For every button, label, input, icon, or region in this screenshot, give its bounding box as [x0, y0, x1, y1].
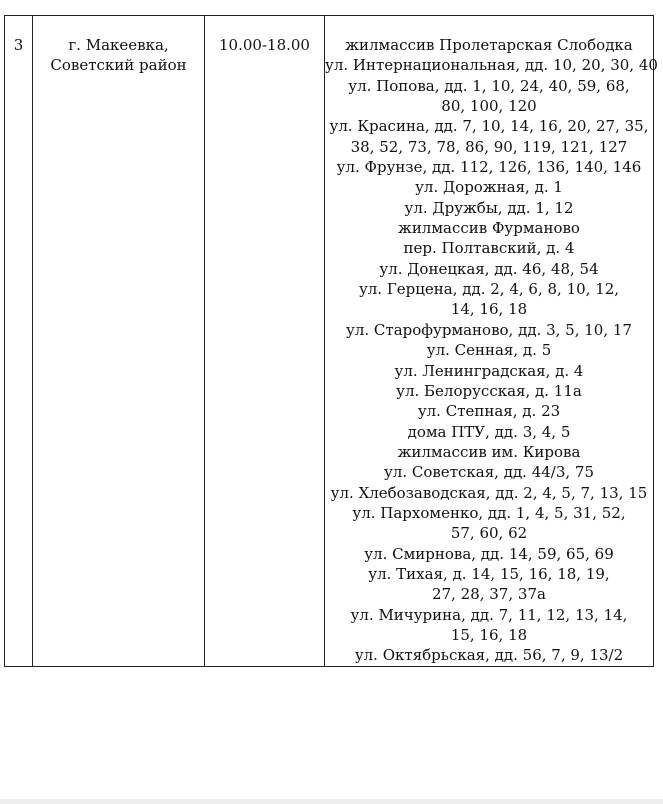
address-line: дома ПТУ, дд. 3, 4, 5 [407, 422, 571, 441]
address-line: ул. Советская, дд. 44/3, 75 [383, 463, 595, 482]
address-line: ул. Пархоменко, дд. 1, 4, 5, 31, 52, [352, 503, 626, 522]
district-line: Советский район [50, 56, 187, 75]
address-line: ул. Интернациональная, дд. 10, 20, 30, 40 [325, 56, 658, 75]
address-line: ул. Хлебозаводская, дд. 2, 4, 5, 7, 13, 15 [330, 483, 648, 502]
row-number: 3 [13, 36, 24, 54]
table-row [5, 16, 654, 667]
address-line: 38, 52, 73, 78, 86, 90, 119, 121, 127 [350, 137, 628, 156]
address-line: жилмассив Фурманово [398, 219, 580, 238]
address-line: пер. Полтавский, д. 4 [403, 239, 575, 258]
address-line: жилмассив Пролетарская Слободка [345, 36, 633, 54]
time-cell [205, 16, 325, 667]
address-line: ул. Дорожная, д. 1 [415, 178, 563, 197]
address-line: 15, 16, 18 [450, 625, 528, 644]
address-line: ул. Ленинградская, д. 4 [394, 361, 584, 380]
address-line: 57, 60, 62 [450, 524, 528, 543]
address-line: ул. Тихая, д. 14, 15, 16, 18, 19, [368, 564, 610, 583]
address-line: ул. Донецкая, дд. 46, 48, 54 [379, 259, 599, 278]
address-line: ул. Смирнова, дд. 14, 59, 65, 69 [364, 544, 614, 563]
address-line: ул. Октябрьская, дд. 56, 7, 9, 13/2 [354, 646, 624, 665]
city-cell [33, 16, 205, 667]
address-line: ул. Степная, д. 23 [417, 402, 561, 421]
address-line: ул. Старофурманово, дд. 3, 5, 10, 17 [346, 320, 632, 339]
address-line: ул. Герцена, дд. 2, 4, 6, 8, 10, 12, [358, 280, 620, 299]
address-line: ул. Фрунзе, дд. 112, 126, 136, 140, 146 [336, 158, 642, 177]
address-line: 80, 100, 120 [441, 97, 537, 116]
address-line: 27, 28, 37, 37а [432, 585, 546, 604]
address-line: 14, 16, 18 [450, 300, 528, 319]
address-line: жилмассив им. Кирова [397, 442, 581, 461]
address-table [4, 15, 658, 667]
page-bottom-edge [0, 799, 663, 804]
address-list [325, 35, 658, 666]
address-line: ул. Мичурина, дд. 7, 11, 12, 13, 14, [350, 605, 628, 624]
address-line: ул. Сенная, д. 5 [426, 341, 552, 360]
address-cell [325, 16, 658, 667]
row-number-cell [5, 16, 33, 667]
working-hours: 10.00-18.00 [219, 36, 310, 54]
address-line: ул. Красина, дд. 7, 10, 14, 16, 20, 27, 35, [329, 117, 649, 136]
city-line: г. Макеевка, [68, 36, 169, 54]
address-line: ул. Дружбы, дд. 1, 12 [404, 198, 574, 217]
address-line: ул. Белорусская, д. 11а [396, 381, 582, 400]
address-line: ул. Попова, дд. 1, 10, 24, 40, 59, 68, [348, 76, 630, 95]
